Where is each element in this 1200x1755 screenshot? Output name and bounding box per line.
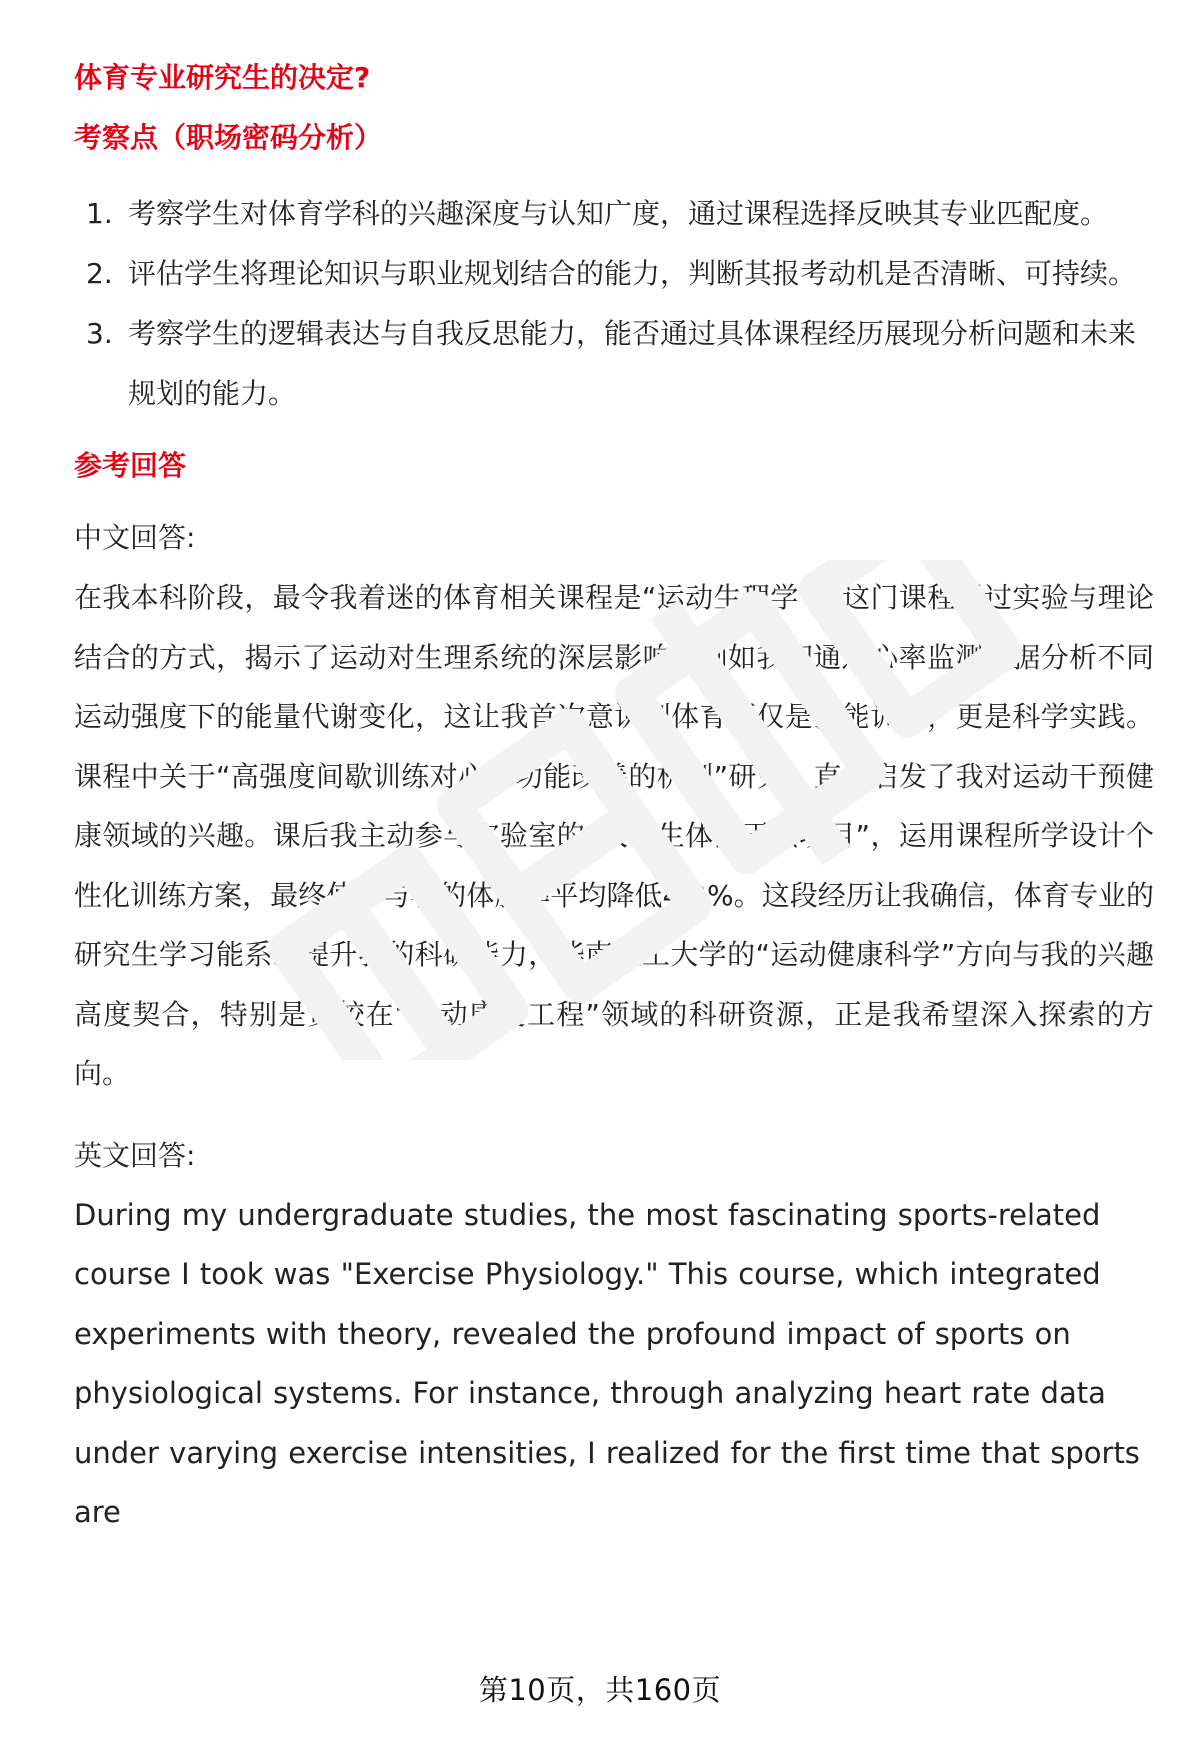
list-item	[74, 184, 1154, 244]
list-item	[74, 244, 1154, 304]
document-page	[74, 58, 1154, 1543]
english-answer-label: 英文回答:	[74, 1138, 196, 1172]
list-number: 3.	[86, 317, 113, 350]
chinese-answer-text: 在我本科阶段，最令我着迷的体育相关课程是“运动生理学”。这门课程通过实验与理论结合的方式，揭示了运动对生理系统的深层影响，例如我们通过心率监测数据分析不同运动强度下的能量代谢变化，这让我首次意识到体育不仅是技能训练，更是科学实践。课程中关于“高强度间歇训练对心肺功能改善的机制”研究，直接启发了我对运动干预健康领域的兴趣。课后我主动参与实验室的“大学生体能干预项目”，运用课程所学设计个性化训练方案，最终使参与者的体脂率平均降低4.2%。这段经历让我确信，体育专业的研究生学习能系统提升我的科研能力，华南理工大学的“运动健康科学”方向与我的兴趣高度契合，特别是贵校在“运动康复工程”领域的科研资源，正是我希望深入探索的方向。	[74, 581, 1154, 1090]
reference-heading: 参考回答	[74, 449, 187, 482]
exam-points-list	[74, 184, 1154, 424]
list-number: 1.	[86, 197, 113, 230]
english-answer-text: During my undergraduate studies, the most fascinating sports-related course I took was "Exercise Physiology." This course, which integrated experiments with theory, revealed the profound impact of sports on physiological systems. For instance, through analyzing heart rate data under varying exercise intensities, I realized for the first time that sports are	[74, 1197, 1140, 1529]
list-number: 2.	[86, 257, 113, 290]
chinese-answer-label: 中文回答:	[74, 521, 196, 554]
exam-points-heading: 考察点（职场密码分析）	[74, 121, 383, 154]
list-item-text: 考察学生对体育学科的兴趣深度与认知广度，通过课程选择反映其专业匹配度。	[128, 197, 1109, 230]
list-item-text: 评估学生将理论知识与职业规划结合的能力，判断其报考动机是否清晰、可持续。	[128, 257, 1137, 290]
document-title: 体育专业研究生的决定?	[74, 61, 371, 94]
page-footer: 第10页，共160页	[478, 1673, 722, 1707]
list-item-text: 考察学生的逻辑表达与自我反思能力，能否通过具体课程经历展现分析问题和未来规划的能力。	[128, 317, 1137, 410]
list-item	[74, 304, 1154, 424]
